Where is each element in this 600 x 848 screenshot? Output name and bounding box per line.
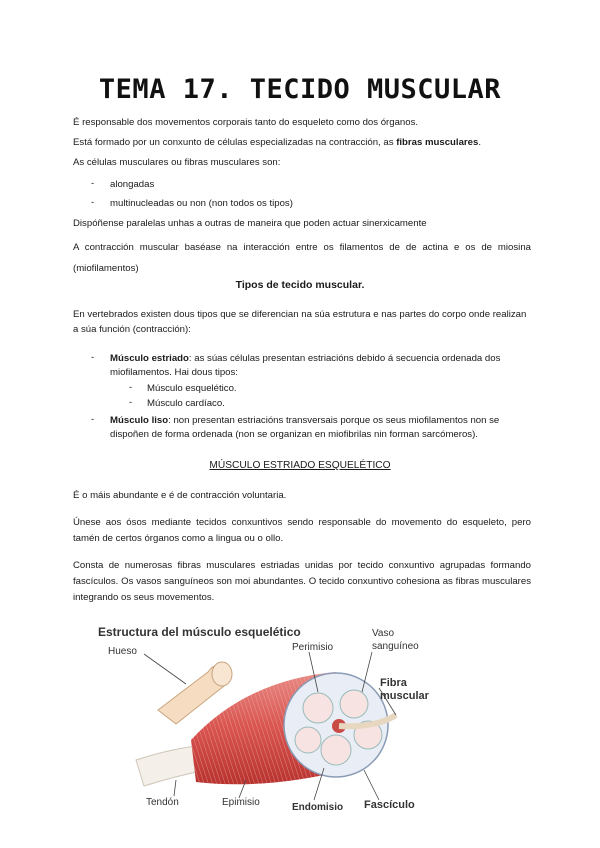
subtype-item: Músculo cardíaco.	[147, 398, 225, 409]
label-tendon: Tendón	[146, 797, 179, 808]
types-paragraph: En vertebrados existen dous tipos que se diferencian na súa estrutura e nas partes do corpo onde realizan a súa función (contracción):	[73, 309, 527, 335]
page-title: TEMA 17. TECIDO MUSCULAR	[98, 74, 502, 105]
intro-p2-text: Está formado por un conxunto de células especializadas na contracción, as	[73, 137, 397, 148]
type-item-liso	[110, 414, 530, 441]
skeletal-paragraph-2: Únese aos ósos mediante tecidos conxuntivos sendo responsable do movemento do esqueleto, pero tamén de certos órganos como a lingua ou o ollo.	[73, 517, 531, 544]
type-description: : as súas células presentan estriacións debido á secuencia ordenada dos miofilamentos. Hai dous tipos:	[110, 353, 501, 378]
type-term: Músculo liso	[110, 415, 169, 426]
type-term: Músculo estriado	[110, 353, 189, 364]
skeletal-paragraph-3: Consta de numerosas fibras musculares estriadas unidas por tecido conxuntivo agrupadas formando fascículos. Os vasos sanguíneos son moi abundantes. O tecido conxuntivo cohesiona as fibras musculares integrando os seus movementos.	[73, 560, 531, 603]
intro-paragraph-1: É responsable dos movementos corporais tanto do esqueleto como dos órganos.	[73, 117, 419, 128]
bullet-dash: -	[129, 397, 133, 408]
label-epimisio: Epimisio	[222, 797, 260, 808]
bullet-dash: -	[129, 382, 133, 393]
subtype-item: Músculo esquelético.	[147, 383, 237, 394]
intro-p2-end: .	[478, 137, 481, 148]
type-item-estriado	[110, 352, 530, 379]
intro-paragraph-3: As células musculares ou fibras musculares son:	[73, 157, 281, 168]
label-fasciculo: Fascículo	[364, 799, 415, 811]
fibras-musculares-term: fibras musculares	[396, 137, 479, 148]
label-vaso: Vaso	[372, 628, 395, 639]
label-endomisio: Endomisio	[292, 802, 344, 813]
label-muscular: muscular	[380, 690, 429, 702]
label-fibra: Fibra	[380, 677, 407, 689]
intro-paragraph-2	[73, 135, 531, 150]
type-description: : non presentan estriacións transversais porque os seus miofilamentos non se dispoñen de forma ordenada (non se organizan en miofibrilas nin forman sarcómeros).	[110, 415, 500, 440]
intro-paragraph-4: Dispóñense paralelas unhas a outras de maneira que poden actuar sinerxicamente	[73, 218, 427, 229]
skeletal-paragraph-1: É o máis abundante e é de contracción voluntaria.	[73, 490, 287, 501]
bullet-dash: -	[91, 178, 95, 189]
label-sanguineo: sanguíneo	[372, 641, 419, 652]
skeletal-heading: MÚSCULO ESTRIADO ESQUELÉTICO	[209, 460, 391, 471]
bullet-item: alongadas	[110, 179, 155, 190]
intro-paragraph-5: A contracción muscular baséase na interacción entre os filamentos de de actina e os de miosina (miofilamentos)	[73, 242, 531, 274]
label-perimisio: Perimisio	[292, 642, 334, 653]
bullet-dash: -	[91, 414, 95, 425]
figure-title: Estructura del músculo esquelético	[98, 625, 301, 639]
label-hueso: Hueso	[108, 646, 137, 657]
bullet-dash: -	[91, 197, 95, 208]
bullet-item: multinucleadas ou non (non todos os tipos)	[110, 198, 293, 209]
bullet-dash: -	[91, 352, 95, 363]
skeletal-muscle-figure	[96, 620, 441, 816]
types-heading: Tipos de tecido muscular.	[235, 279, 365, 291]
